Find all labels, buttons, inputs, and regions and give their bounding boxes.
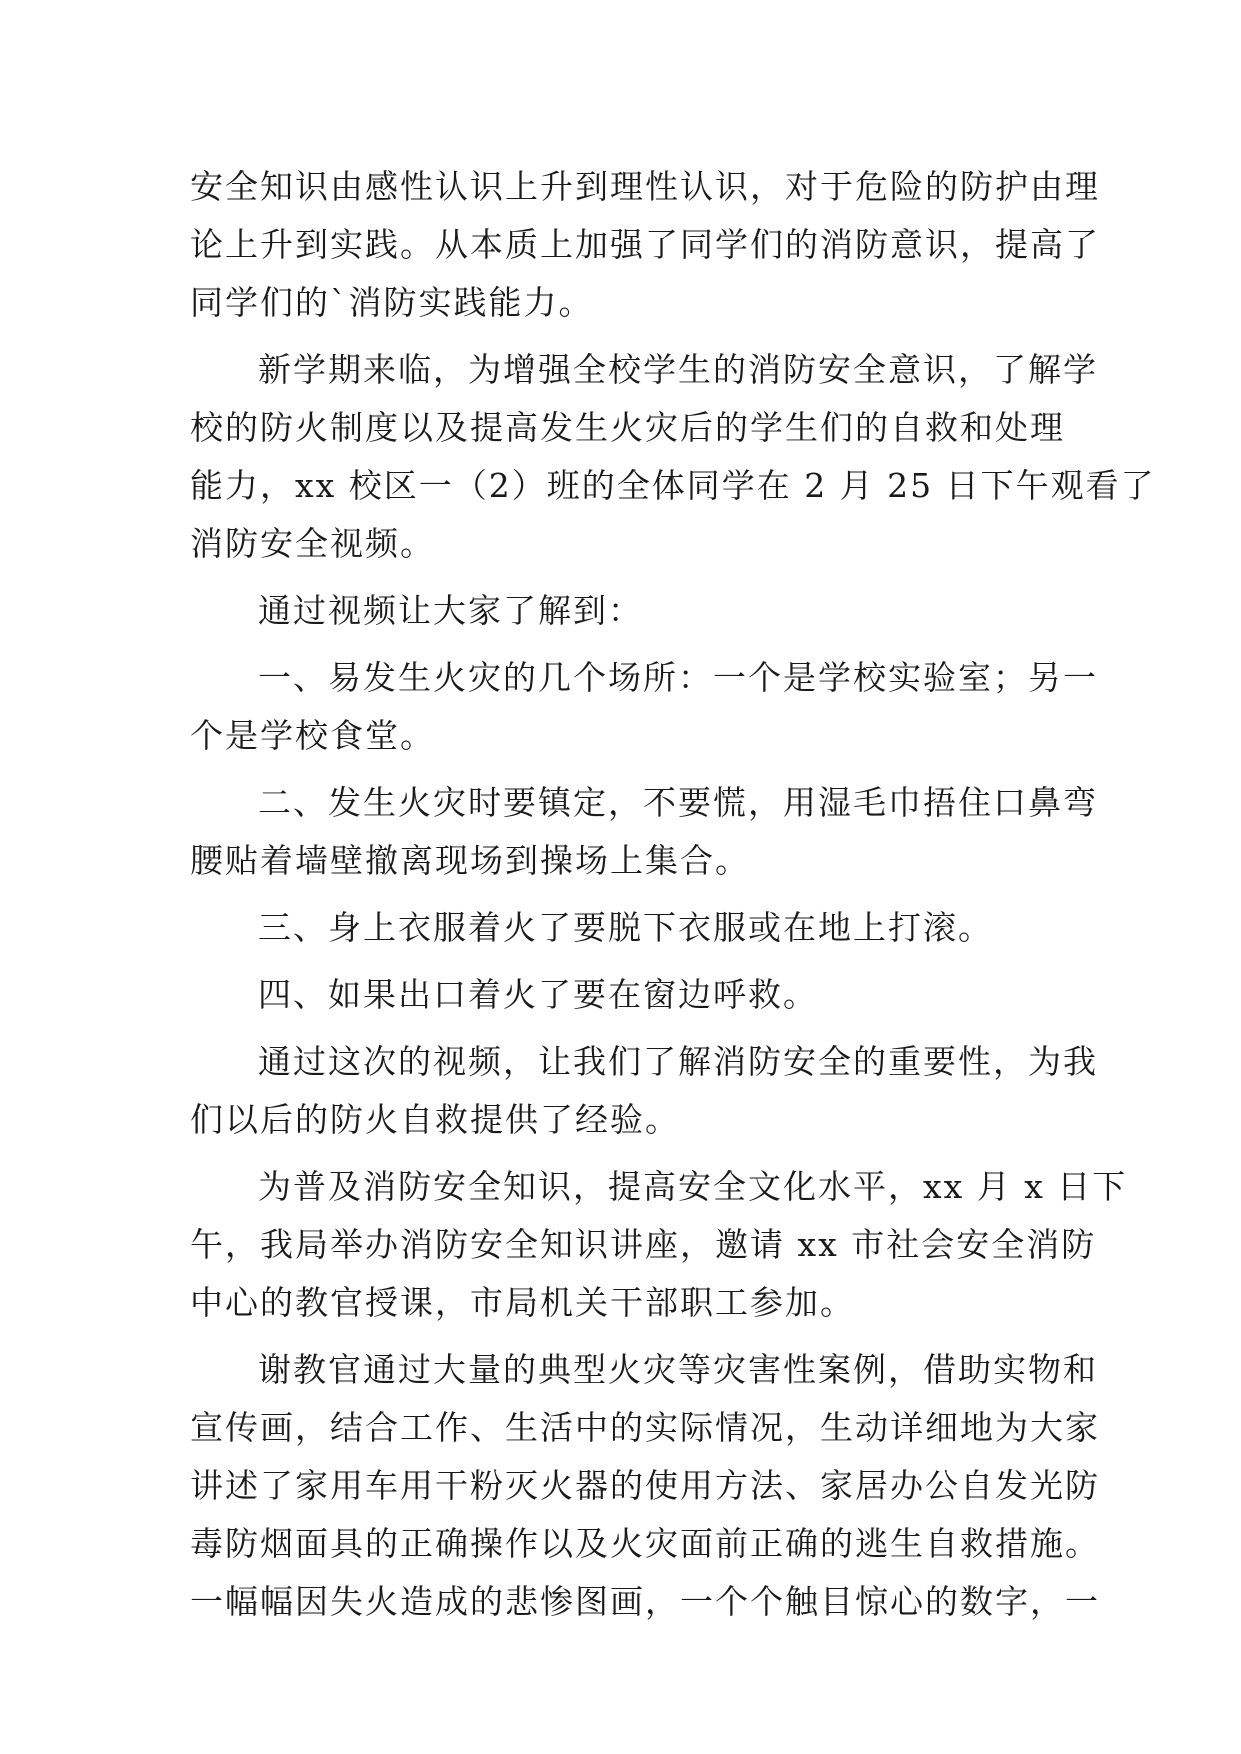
text-line: 能力，xx 校区一（2）班的全体同学在 2 月 25 日下午观看了	[190, 466, 1156, 505]
text-line: 消防安全视频。	[190, 524, 435, 563]
text-line: 毒防烟面具的正确操作以及火灾面前正确的逃生自救措施。	[190, 1524, 1100, 1563]
document-body	[190, 158, 1156, 1631]
list-item-line: 二、发生火灾时要镇定，不要慌，用湿毛巾捂住口鼻弯	[258, 783, 1098, 822]
text-line: 安全知识由感性认识上升到理性认识，对于危险的防护由理	[190, 167, 1100, 206]
text-line: 讲述了家用车用干粉灭火器的使用方法、家居办公自发光防	[190, 1466, 1100, 1505]
paragraph-first-line: 新学期来临，为增强全校学生的消防安全意识，了解学	[258, 350, 1098, 389]
text-line: 同学们的`消防实践能力。	[190, 283, 594, 322]
paragraph-first-line: 通过这次的视频，让我们了解消防安全的重要性，为我	[258, 1042, 1098, 1081]
text-line: 宣传画，结合工作、生活中的实际情况，生动详细地为大家	[190, 1408, 1100, 1447]
text-line: 中心的教官授课，市局机关干部职工参加。	[190, 1283, 855, 1322]
text-line: 午，我局举办消防安全知识讲座，邀请 xx 市社会安全消防	[190, 1225, 1097, 1264]
text-line: 腰贴着墙壁撤离现场到操场上集合。	[190, 841, 750, 880]
paragraph-first-line: 为普及消防安全知识，提高安全文化水平，xx 月 x 日下	[258, 1167, 1128, 1206]
text-line: 论上升到实践。从本质上加强了同学们的消防意识，提高了	[190, 225, 1100, 264]
text-line: 校的防火制度以及提高发生火灾后的学生们的自救和处理	[190, 408, 1065, 447]
text-line: 们以后的防火自救提供了经验。	[190, 1100, 680, 1139]
list-item-line: 三、身上衣服着火了要脱下衣服或在地上打滚。	[258, 908, 993, 947]
list-item-line: 一、易发生火灾的几个场所：一个是学校实验室；另一	[258, 658, 1098, 697]
text-line: 个是学校食堂。	[190, 716, 435, 755]
paragraph-first-line: 谢教官通过大量的典型火灾等灾害性案例，借助实物和	[258, 1350, 1098, 1389]
text-line: 一幅幅因失火造成的悲惨图画，一个个触目惊心的数字，一	[190, 1582, 1100, 1621]
paragraph-first-line: 通过视频让大家了解到：	[258, 591, 643, 630]
list-item-line: 四、如果出口着火了要在窗边呼救。	[258, 975, 818, 1014]
